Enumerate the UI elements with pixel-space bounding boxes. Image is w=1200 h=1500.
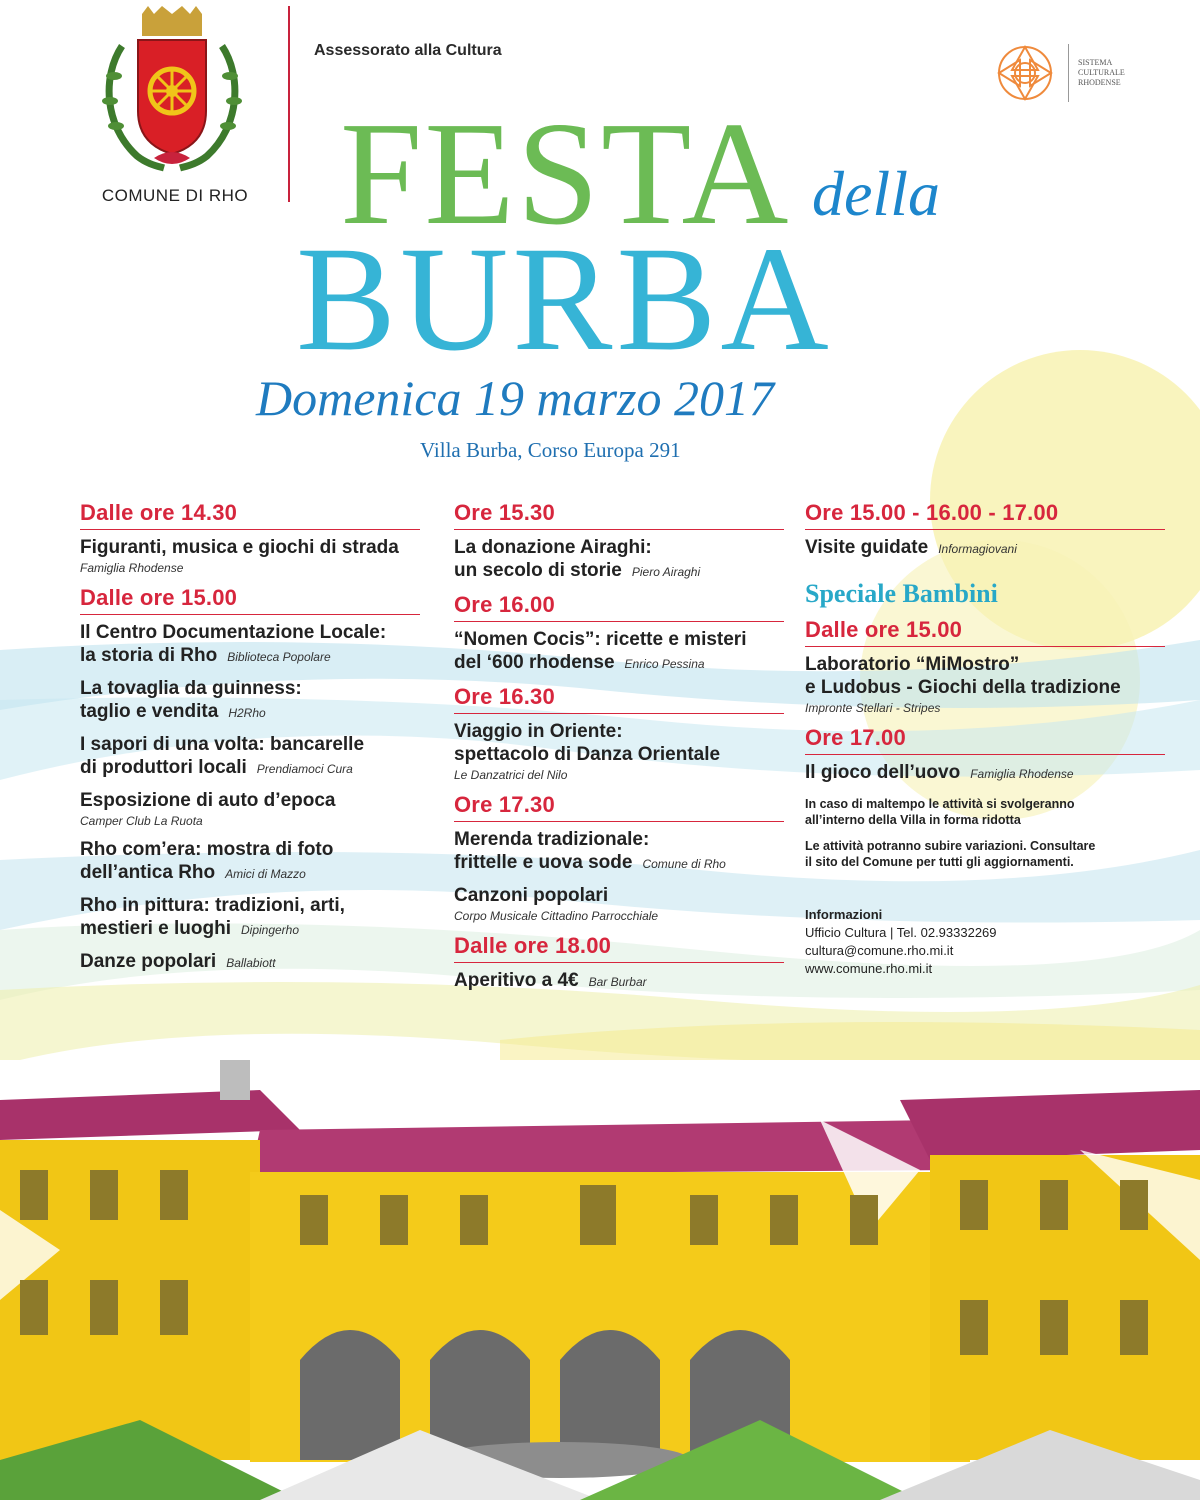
item-organizer: Camper Club La Ruota: [80, 814, 203, 828]
time-slot: [454, 592, 784, 676]
item-organizer: Piero Airaghi: [631, 565, 701, 579]
program-item: [454, 969, 784, 994]
item-title-text: Danze popolari: [80, 951, 217, 972]
time-slot: [80, 500, 420, 577]
item-title-text: e Ludobus - Giochi della tradizione: [805, 677, 1121, 698]
item-organizer: Dipingerho: [240, 923, 300, 937]
time-slot: [805, 725, 1165, 786]
time-heading: Ore 15.00 - 16.00 - 17.00: [805, 500, 1165, 530]
title-della: della: [812, 158, 940, 229]
item-organizer: Prendiamoci Cura: [256, 762, 353, 776]
villa-burba-illustration: [0, 1060, 1200, 1500]
item-organizer: Comune di Rho: [642, 857, 726, 871]
item-title-line: [80, 894, 420, 917]
item-title-line: [454, 536, 784, 559]
item-organizer: Famiglia Rhodense: [80, 561, 184, 575]
item-title-text: taglio e vendita: [80, 701, 219, 722]
info-block: [805, 906, 1165, 978]
time-slot: [805, 500, 1165, 561]
item-title-line: [454, 828, 784, 851]
sistema-culturale-text: [1078, 58, 1178, 88]
item-title-line: [80, 950, 420, 975]
program-item: [805, 653, 1165, 717]
item-title-text: “Nomen Cocis”: ricette e misteri: [454, 629, 747, 650]
item-organizer: Enrico Pessina: [624, 657, 705, 671]
event-date: Domenica 19 marzo 2017: [256, 370, 775, 426]
info-title: Informazioni: [805, 907, 883, 922]
item-title-text: Visite guidate: [805, 537, 929, 558]
sistema-culturale-logo: [990, 40, 1060, 106]
item-organizer: Bar Burbar: [588, 975, 647, 989]
time-heading: Dalle ore 14.30: [80, 500, 420, 530]
time-heading: Ore 16.30: [454, 684, 784, 714]
time-slot: [454, 684, 784, 784]
program-item: [80, 677, 420, 725]
time-heading: Dalle ore 18.00: [454, 933, 784, 963]
item-title-line: [80, 861, 420, 886]
info-email[interactable]: cultura@comune.rho.mi.it: [805, 943, 954, 958]
item-title-line: [80, 789, 420, 812]
item-title-line: [80, 621, 420, 644]
item-title-line: [805, 653, 1165, 676]
program-item: [80, 536, 420, 577]
item-title-line: [454, 628, 784, 651]
note-line: Le attività potranno subire variazioni. Consultare: [805, 839, 1096, 853]
kids-program-block: [805, 617, 1165, 786]
event-venue: Villa Burba, Corso Europa 291: [420, 438, 681, 462]
note-line: all’interno della Villa in forma ridotta: [805, 813, 1021, 827]
changes-note: [805, 838, 1165, 870]
item-organizer: Informagiovani: [938, 542, 1017, 556]
program-item: [80, 621, 420, 669]
program-item: [454, 628, 784, 676]
title-burba: BURBA: [296, 216, 833, 382]
program-item: [80, 733, 420, 781]
guided-tours-block: [805, 500, 1165, 561]
time-slot: [80, 585, 420, 975]
item-title-text: la storia di Rho: [80, 645, 218, 666]
item-title-line: [80, 677, 420, 700]
item-title-line: [454, 851, 784, 876]
item-title-text: I sapori di una volta: bancarelle: [80, 734, 365, 755]
item-title-text: di produttori locali: [80, 757, 247, 778]
note-line: il sito del Comune per tutti gli aggiornamenti.: [805, 855, 1074, 869]
item-organizer: Ballabiott: [226, 956, 276, 970]
program-item: [454, 828, 784, 876]
program-item: [80, 950, 420, 975]
item-title-text: Rho com’era: mostra di foto: [80, 839, 334, 860]
item-title-line: [80, 917, 420, 942]
program-item: [80, 894, 420, 942]
sistema-divider: [1068, 44, 1069, 102]
item-title-line: [805, 761, 1165, 786]
time-slot: [805, 617, 1165, 717]
program-item: [80, 838, 420, 886]
item-title-line: [80, 644, 420, 669]
weather-note: [805, 796, 1165, 828]
program-item: [805, 536, 1165, 561]
item-title-text: un secolo di storie: [454, 560, 622, 581]
item-title-line: [80, 733, 420, 756]
speciale-bambini-heading: Speciale Bambini: [805, 579, 998, 608]
time-slot: [454, 933, 784, 994]
program-item: [80, 789, 420, 830]
item-title-line: [80, 838, 420, 861]
item-title-text: Canzoni popolari: [454, 885, 609, 906]
program-column-middle: [454, 500, 784, 1002]
item-title-text: Rho in pittura: tradizioni, arti,: [80, 895, 345, 916]
item-organizer: Le Danzatrici del Nilo: [454, 768, 568, 782]
assessorato-label: Assessorato alla Cultura: [314, 42, 502, 59]
sistema-line: CULTURALE: [1078, 68, 1125, 77]
note-line: In caso di maltempo le attività si svolgeranno: [805, 797, 1075, 811]
item-title-text: La tovaglia da guinness:: [80, 678, 302, 699]
comune-name: COMUNE DI RHO: [101, 186, 249, 205]
item-title-line: [805, 676, 1165, 699]
time-heading: Ore 17.30: [454, 792, 784, 822]
item-title-text: Aperitivo a 4€: [454, 970, 579, 991]
header-divider: [288, 6, 290, 202]
item-title-text: spettacolo di Danza Orientale: [454, 744, 721, 765]
time-heading: Dalle ore 15.00: [805, 617, 1165, 647]
sistema-line: SISTEMA: [1078, 58, 1113, 67]
item-title-text: del ‘600 rhodense: [454, 652, 615, 673]
item-title-text: Il Centro Documentazione Locale:: [80, 622, 387, 643]
item-title-line: [454, 559, 784, 584]
item-title-line: [80, 700, 420, 725]
time-slot: [454, 792, 784, 925]
program-column-left: [80, 500, 420, 983]
item-title-line: [454, 969, 784, 994]
time-heading: Ore 15.30: [454, 500, 784, 530]
sistema-line: RHODENSE: [1078, 78, 1121, 87]
time-heading: Ore 16.00: [454, 592, 784, 622]
program-column-right: [805, 500, 1165, 978]
info-phone: Ufficio Cultura | Tel. 02.93332269: [805, 925, 997, 940]
time-heading: Ore 17.00: [805, 725, 1165, 755]
item-title-line: [454, 651, 784, 676]
item-title-text: Merenda tradizionale:: [454, 829, 650, 850]
info-website[interactable]: www.comune.rho.mi.it: [805, 961, 933, 976]
item-title-text: Laboratorio “MiMostro”: [805, 654, 1020, 675]
item-organizer: Impronte Stellari - Stripes: [805, 701, 941, 715]
item-title-text: frittelle e uova sode: [454, 852, 633, 873]
time-slot: [454, 500, 784, 584]
coat-of-arms-logo: [92, 6, 252, 176]
item-title-line: [80, 756, 420, 781]
item-organizer: H2Rho: [228, 706, 266, 720]
item-title-line: [454, 743, 784, 766]
item-title-line: [805, 536, 1165, 561]
item-title-line: [454, 720, 784, 743]
title-festa: FESTA: [340, 92, 791, 256]
item-title-line: [454, 884, 784, 907]
item-organizer: Famiglia Rhodense: [970, 767, 1074, 781]
item-title-text: Esposizione di auto d’epoca: [80, 790, 336, 811]
program-item: [454, 536, 784, 584]
item-title-text: Il gioco dell’uovo: [805, 762, 961, 783]
program-item: [454, 720, 784, 784]
item-organizer: Corpo Musicale Cittadino Parrocchiale: [454, 909, 659, 923]
item-organizer: Biblioteca Popolare: [227, 650, 331, 664]
item-title-text: mestieri e luoghi: [80, 918, 231, 939]
item-title-text: Figuranti, musica e giochi di strada: [80, 537, 399, 558]
program-item: [805, 761, 1165, 786]
item-title-text: dell’antica Rho: [80, 862, 216, 883]
time-heading: Dalle ore 15.00: [80, 585, 420, 615]
program-item: [454, 884, 784, 925]
item-title-text: Viaggio in Oriente:: [454, 721, 623, 742]
item-title-line: [80, 536, 420, 559]
item-title-text: La donazione Airaghi:: [454, 537, 652, 558]
item-organizer: Amici di Mazzo: [225, 867, 306, 881]
